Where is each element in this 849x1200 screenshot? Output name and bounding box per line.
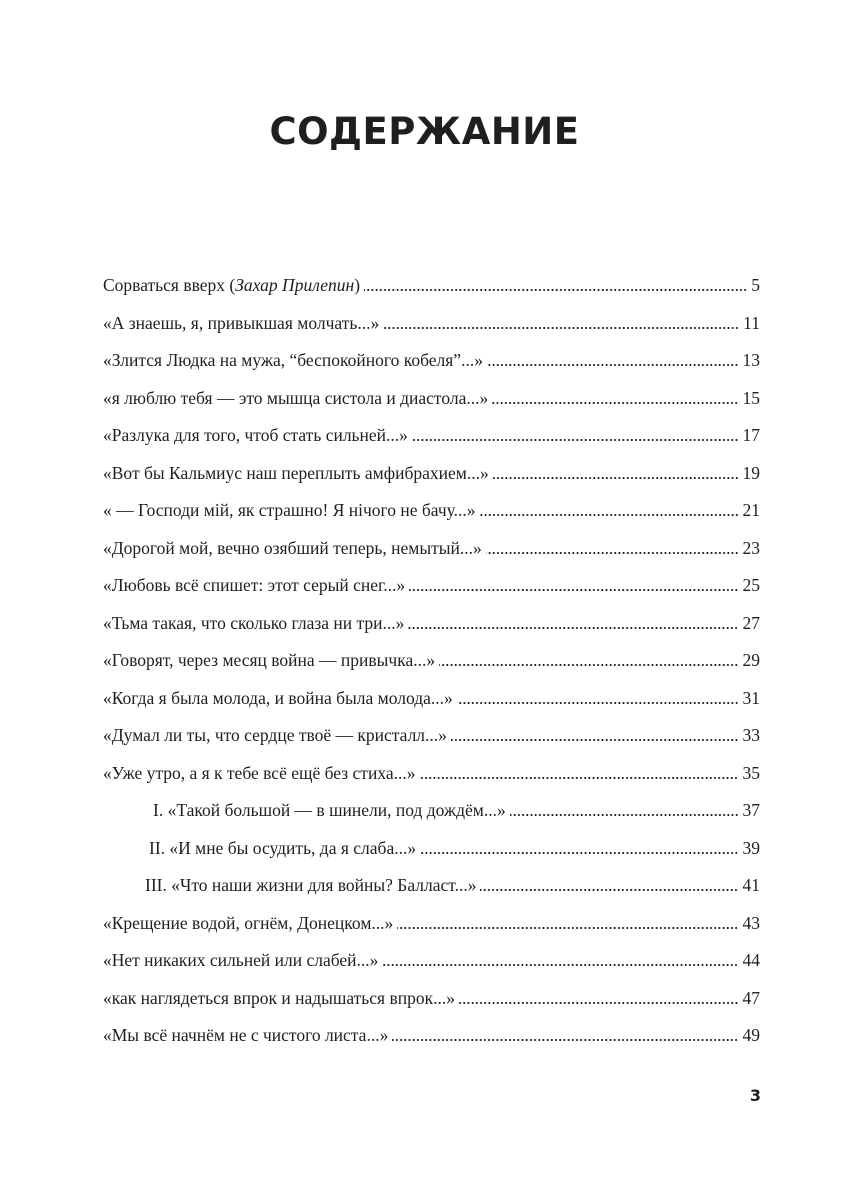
dot-leader: [480, 889, 738, 891]
toc-entry-title-text: «Нет никаких сильней или слабей...»: [103, 950, 379, 970]
toc-entry-title-text: «Дорогой мой, вечно озябший теперь, немытый...»: [103, 537, 482, 558]
toc-entry[interactable]: [103, 836, 760, 874]
toc-entry-page: 44: [742, 950, 760, 970]
toc-entry-title: [103, 1023, 388, 1047]
dot-leader: [420, 852, 738, 854]
dot-leader: [382, 964, 738, 966]
toc-entry-title-text: «Злится Людка на мужа, “беспокойного кобеля”...»: [103, 350, 483, 370]
dot-leader: [510, 814, 739, 816]
toc-entry[interactable]: [103, 461, 760, 499]
toc-entry-title-text: «как наглядеться впрок и надышаться впрок...»: [103, 987, 455, 1008]
toc-entry-title-text: «Думал ли ты, что сердце твоё — кристалл...»: [103, 725, 447, 745]
toc-entry-title: [153, 798, 506, 822]
toc-entry-title: [103, 461, 489, 485]
dot-leader: [480, 514, 739, 516]
toc-entry-title: [103, 723, 447, 747]
toc-entry-page: 15: [742, 387, 760, 408]
toc-entry[interactable]: [103, 873, 760, 911]
dot-leader: [409, 589, 738, 591]
dot-leader: [397, 927, 738, 929]
toc-entry-title-text: «Тьма такая, что сколько глаза ни три...»: [103, 612, 405, 633]
toc-entry-title-text: «Любовь всё спишет: этот серый снег...»: [103, 575, 406, 595]
toc-entry-page: 25: [742, 575, 760, 595]
toc-entry-page: 31: [742, 687, 760, 708]
toc-entry-title: [103, 611, 404, 635]
toc-entry-page: 29: [742, 650, 760, 670]
dot-leader: [419, 777, 738, 779]
toc-entry-page: 27: [742, 612, 760, 633]
toc-entry[interactable]: [103, 423, 760, 461]
toc-entry-author: Захар Прилепин: [235, 275, 355, 295]
toc-entry-title: [103, 348, 483, 372]
toc-entry-title-text: «А знаешь, я, привыкшая молчать...»: [103, 312, 380, 333]
dot-leader: [459, 1002, 739, 1004]
toc-entry[interactable]: [103, 798, 760, 836]
toc-entry-title: [103, 686, 453, 710]
toc-entry-title: [103, 536, 482, 560]
dot-leader: [451, 739, 739, 741]
toc-entry-page: 47: [742, 987, 760, 1008]
toc-entry-title-suffix: ): [354, 275, 361, 295]
toc-entry-title-text: «Крещение водой, огнём, Донецком...»: [103, 912, 394, 933]
toc-entry-title: [103, 386, 488, 410]
toc-entry[interactable]: [103, 273, 760, 311]
dot-leader: [412, 439, 739, 441]
toc-entry-title: [103, 986, 455, 1010]
toc-entry[interactable]: [103, 723, 760, 761]
toc-entry[interactable]: [103, 761, 760, 799]
toc-entry-page: 35: [742, 762, 760, 783]
dot-leader: [486, 552, 739, 554]
toc-entry-title-text: I. «Такой большой — в шинели, под дождём...»: [153, 800, 506, 820]
toc-entry-page: 23: [742, 537, 760, 558]
toc-entry-page: 49: [742, 1025, 760, 1045]
toc-entry-title: [103, 948, 378, 972]
dot-leader: [383, 327, 739, 329]
toc-entry-page: 41: [742, 875, 760, 895]
dot-leader: [457, 702, 739, 704]
toc-entry[interactable]: [103, 686, 760, 724]
dot-leader: [364, 289, 747, 291]
toc-entry-title: [103, 273, 360, 297]
toc-entry-page: 21: [742, 500, 760, 520]
toc-entry-title-text: «Говорят, через месяц война — привычка...»: [103, 650, 436, 670]
toc-entry-page: 11: [743, 312, 760, 333]
toc-entry-title-text: «Вот бы Кальмиус наш переплыть амфибрахием...»: [103, 462, 489, 483]
toc-entry-title-text: «Когда я была молода, и война была молода...»: [103, 687, 453, 708]
toc-entry-page: 5: [751, 275, 760, 295]
toc-entry-title: [103, 911, 393, 935]
toc-entry-title-text: II. «И мне бы осудить, да я слаба...»: [149, 837, 417, 858]
toc-entry-title-text: III. «Что наши жизни для войны? Балласт...»: [145, 875, 477, 895]
toc-entry[interactable]: [103, 311, 760, 349]
toc-entry[interactable]: [103, 986, 760, 1024]
toc-entry-title: [103, 573, 405, 597]
toc-entry[interactable]: [103, 1023, 760, 1061]
toc-entry-title-text: « — Господи мій, як страшно! Я нічого не бачу...»: [103, 500, 476, 520]
toc-entry-title-text: «Разлука для того, чтоб стать сильней...»: [103, 425, 408, 445]
toc-entry-page: 13: [742, 350, 760, 370]
toc-entry-page: 33: [742, 725, 760, 745]
toc-entry-title-text: «я люблю тебя — это мышца систола и диастола...»: [103, 387, 489, 408]
table-of-contents: [103, 273, 760, 1061]
toc-entry[interactable]: [103, 648, 760, 686]
toc-entry[interactable]: [103, 948, 760, 986]
toc-entry-page: 17: [742, 425, 760, 445]
toc-entry-title: [103, 648, 435, 672]
toc-entry[interactable]: [103, 348, 760, 386]
toc-entry-page: 19: [742, 462, 760, 483]
toc-entry[interactable]: [103, 498, 760, 536]
page-title: СОДЕРЖАНИЕ: [269, 110, 580, 153]
toc-entry-title-text: Сорваться вверх (: [103, 275, 236, 295]
toc-entry-title: [103, 761, 415, 785]
toc-entry-title: [149, 836, 416, 860]
dot-leader: [408, 627, 738, 629]
toc-entry-page: 37: [742, 800, 760, 820]
toc-entry[interactable]: [103, 386, 760, 424]
dot-leader: [493, 477, 739, 479]
toc-entry[interactable]: [103, 911, 760, 949]
toc-entry-title: [103, 311, 379, 335]
toc-entry-title: [145, 873, 476, 897]
toc-entry[interactable]: [103, 536, 760, 574]
toc-entry-page: 39: [742, 837, 760, 858]
toc-entry-page: 43: [742, 912, 760, 933]
dot-leader: [392, 1039, 738, 1041]
page-number: 3: [749, 1086, 761, 1105]
toc-entry-title: [103, 423, 408, 447]
toc-entry[interactable]: [103, 611, 760, 649]
toc-entry[interactable]: [103, 573, 760, 611]
dot-leader: [439, 664, 738, 666]
dot-leader: [487, 364, 739, 366]
dot-leader: [492, 402, 738, 404]
toc-entry-title: [103, 498, 476, 522]
toc-entry-title-text: «Уже утро, а я к тебе всё ещё без стиха...»: [103, 762, 416, 783]
toc-entry-title-text: «Мы всё начнём не с чистого листа...»: [103, 1025, 389, 1045]
